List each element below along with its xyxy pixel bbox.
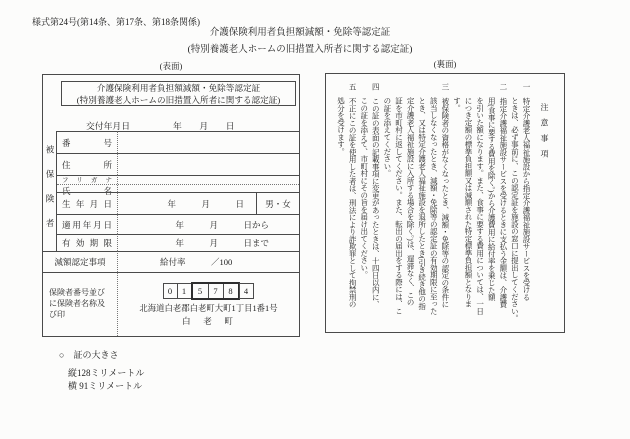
row-address-value xyxy=(117,153,299,175)
back-side-label: (裏面) xyxy=(433,59,457,69)
notes-column: この証を添えて、市町村にその旨を届け出てください。 xyxy=(359,97,369,279)
digit-cell: 7 xyxy=(208,284,223,298)
insurer-row-label xyxy=(43,272,117,336)
row-expiry-value: 年 月 日まで xyxy=(117,234,299,251)
row-address-label: 住所 xyxy=(57,153,117,175)
notes-text xyxy=(334,83,556,326)
issue-date-value: 年 月 日 xyxy=(173,121,235,131)
insurer-address: 北海道白老郡白老町大町1丁目1番1号 xyxy=(139,303,278,313)
row-furigana-label: フリガナ xyxy=(57,176,117,185)
row-birthdate-value xyxy=(117,192,299,214)
insured-table xyxy=(43,131,299,336)
cert-size-bullet-icon: ○ xyxy=(59,349,65,360)
notes-heading: 注意事項 xyxy=(540,103,549,165)
notes-column: 処分を受けます。 xyxy=(336,97,346,155)
notes-column: 五 不正にこの証を使用した者は、刑法により詐欺罪として拘禁刑の xyxy=(348,83,358,308)
insurer-label-line: び印 xyxy=(49,309,65,319)
card-subtitle: (特別養護老人ホームの旧措置入所者に関する認定証) xyxy=(76,94,281,105)
insurer-name: 白 老 町 xyxy=(182,315,235,326)
row-apply-label: 適用年月日 xyxy=(57,214,117,234)
insurer-label-line: に保険者名称及 xyxy=(49,299,105,309)
sex-cell: 男・女 xyxy=(256,193,299,214)
birthdate-value: 年 月 日 xyxy=(167,198,244,209)
digit-cell: 8 xyxy=(223,284,238,298)
cert-size-section xyxy=(59,348,144,393)
cert-size-lines xyxy=(59,367,144,393)
notes-column: 一 特定介護老人福祉施設から指定介護福祉施設サービスを受ける xyxy=(522,83,531,301)
digit-cell: 4 xyxy=(239,283,254,299)
cert-size-title: 証の大きさ xyxy=(73,350,119,360)
page-title: 介護保険利用者負担額減額・免除等認定証 xyxy=(209,28,391,38)
form-number: 様式第24号(第14条、第17条、第18条関係) xyxy=(32,17,200,27)
insurer-number-boxes xyxy=(164,282,254,300)
insurer-row-value xyxy=(117,272,299,336)
digit-cell: 0 xyxy=(163,283,178,299)
row-number-value xyxy=(117,131,299,153)
row-name-label: 氏名 xyxy=(62,186,112,196)
back-card xyxy=(325,73,565,333)
notes-column: 二 指定介護福祉施設サービスを受けるときに支払う金額は、介護費 xyxy=(498,83,508,308)
notes-column: とき、又は特定介護老人福祉施設を退所したとき(引き続き他の指 xyxy=(417,97,427,310)
row-number-label: 番号 xyxy=(57,131,117,153)
row-birthdate-label: 生年月日 xyxy=(57,192,117,214)
notes-column: を引いた額になります。また、食事に要する費用については、一日 xyxy=(475,97,485,315)
notes-column: 四 この証の表面の記載事項に変更があったときは、十四日以内に、 xyxy=(371,83,381,308)
digit-cell: 1 xyxy=(177,283,192,299)
notes-column: 三 被保険者の資格がなくなったとき、減額・免除等の認定の条件に xyxy=(440,83,450,308)
insurer-label-line: 保険者番号並び xyxy=(49,288,105,298)
digit-cell: 5 xyxy=(193,284,208,298)
reduction-rate-value: 給付率 ／100 xyxy=(117,251,299,272)
row-expiry-label: 有効期限 xyxy=(57,234,117,251)
notes-column: につき定額の標準負担額又は減額された特定標準負担額となりま xyxy=(464,97,474,308)
issue-date-label: 交付年月日 xyxy=(86,121,130,131)
notes-column: 用(食事に要する費用を除く。)から介護費用に給付率を乗じた額 xyxy=(487,97,497,301)
row-name-value xyxy=(117,175,299,192)
notes-column: の証を添えてください。 xyxy=(382,97,392,177)
row-furigana-name-label xyxy=(57,175,117,196)
reduction-row-label: 減額認定事項 xyxy=(43,251,117,272)
page-subtitle: (特別養護老人ホームの旧措置入所者に関する認定証) xyxy=(187,45,413,55)
cert-size-line: 縦128ミリメートル xyxy=(68,368,145,378)
notes-column: 該当しなくなったとき、減額・免除等の認定証の有効期限に至った xyxy=(429,97,439,315)
card-title-box xyxy=(61,81,296,106)
front-side-label: (表面) xyxy=(159,61,183,71)
digit-group-bold xyxy=(191,282,240,300)
notes-column: す。 xyxy=(452,97,462,112)
notes-column: ときは、必ず事前に、この認定証を施設の窓口に提出してください。 xyxy=(510,97,520,322)
card-title: 介護保険利用者負担額減額・免除等認定証 xyxy=(96,83,261,93)
notes-column: 定介護老人福祉施設に入所する場合を除く。)は、遅滞なく、この xyxy=(406,97,416,306)
issue-date-row xyxy=(43,119,299,131)
front-card xyxy=(42,74,300,337)
cert-size-line: 横 91ミリメートル xyxy=(68,381,143,391)
notes-column: 証を市町村に返してください。また、転出の届出をする際には、こ xyxy=(394,97,404,315)
insured-group-label: 被保険者 xyxy=(43,131,57,251)
row-apply-value: 年 月 日から xyxy=(117,214,299,234)
